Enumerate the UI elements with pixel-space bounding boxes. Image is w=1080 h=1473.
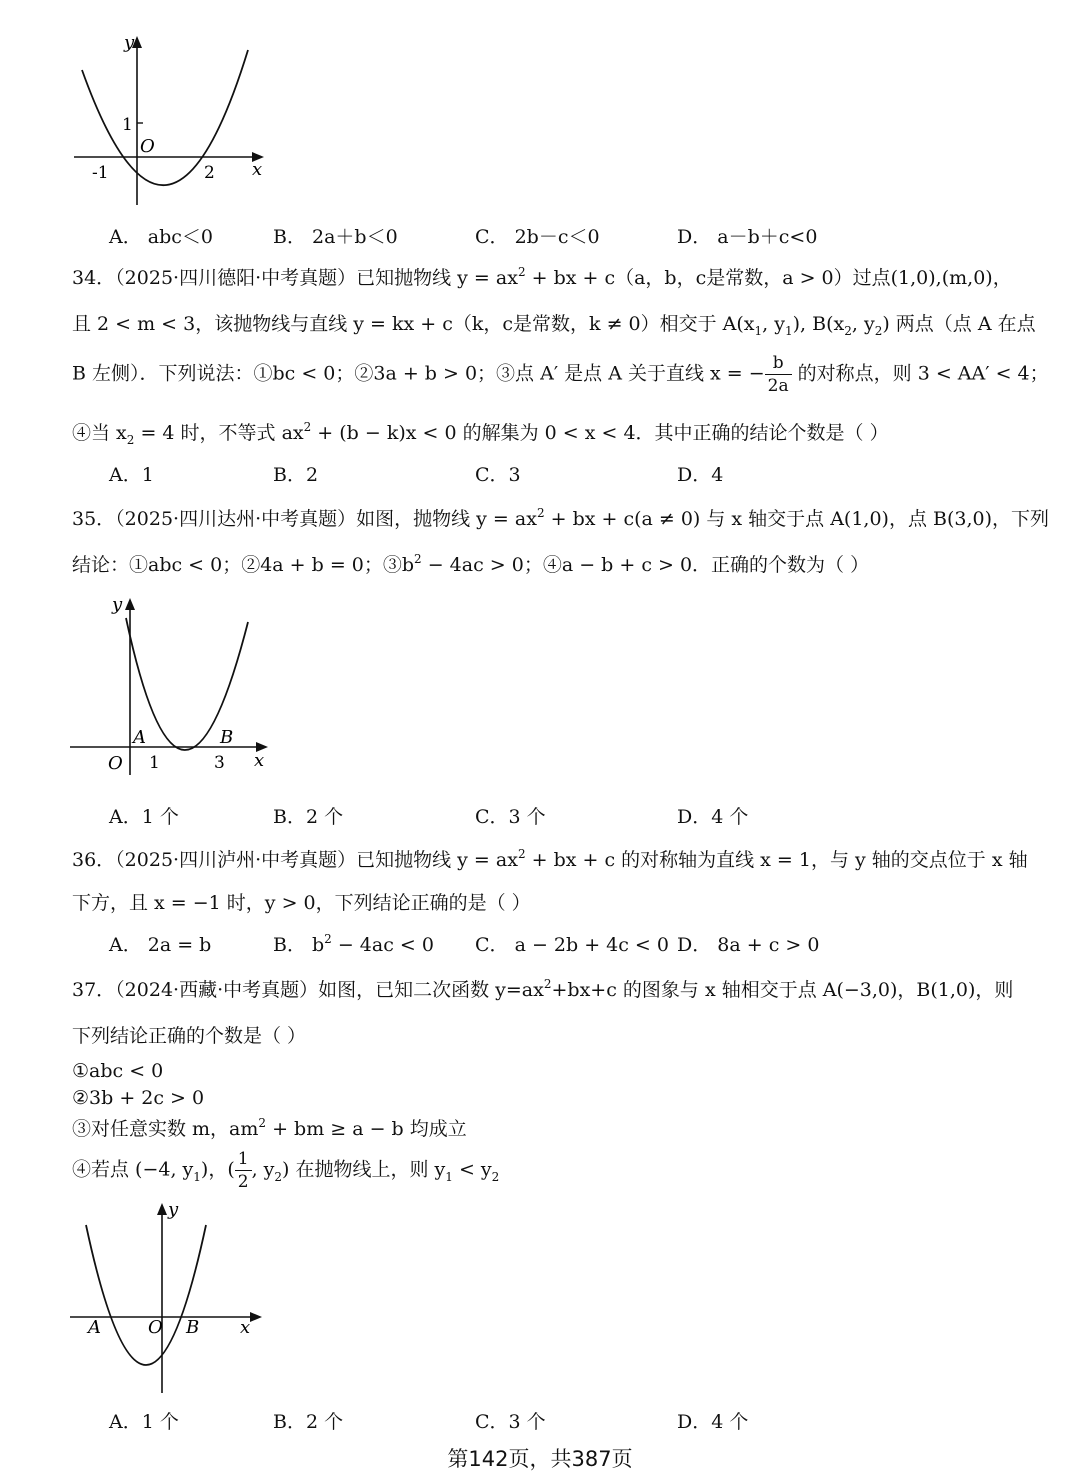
- q33-graph: [70, 30, 270, 215]
- origin-label: O: [148, 1317, 163, 1338]
- q34-line-4: ④当 $x_2 = 4$ 时，不等式 $ax^2 + (b - k)x < 0$ 的解集为 0 < x < 4．其中正确的结论个数是（ ）: [72, 420, 889, 447]
- q33-option-d[interactable]: D． a－b＋c<0: [677, 226, 818, 248]
- q33-option-b[interactable]: B． 2a＋b＜0: [273, 226, 398, 248]
- y-axis-arrow: [157, 1203, 167, 1215]
- q36-option-c[interactable]: C． a − 2b + 4c < 0: [475, 934, 669, 956]
- q34-option-a[interactable]: A．1: [109, 464, 154, 486]
- origin-label: O: [140, 136, 155, 157]
- q37-statement-2: ②3b + 2c > 0: [72, 1087, 205, 1109]
- q36-option-a[interactable]: A． 2a = b: [109, 934, 212, 956]
- fraction: $\frac{1}{2}$: [235, 1148, 252, 1193]
- page-number: 第142页，共387页: [447, 1447, 633, 1471]
- x-label: x: [254, 750, 265, 771]
- q37-statement-1: ①abc < 0: [72, 1060, 164, 1082]
- q37-line-2: 下列结论正确的个数是（ ）: [72, 1025, 307, 1047]
- origin-label: O: [108, 753, 123, 774]
- q34-option-d[interactable]: D．4: [677, 464, 724, 486]
- tick-label-3: 3: [214, 753, 225, 773]
- q37-option-c[interactable]: C．3 个: [475, 1411, 546, 1433]
- q35-option-a[interactable]: A．1 个: [109, 806, 179, 828]
- q37-option-a[interactable]: A．1 个: [109, 1411, 179, 1433]
- q34-line-1: 34．（2025·四川德阳·中考真题）已知抛物线 $y = ax^2$ + bx + c（a，b，c是常数，a > 0）过点(1,0),(m,0)，: [72, 265, 1012, 289]
- q35-graph: [68, 590, 278, 785]
- tick-label-2: 2: [204, 163, 215, 183]
- x-label: x: [240, 1317, 251, 1338]
- q36-line-2: 下方，且 x = −1 时，y > 0，下列结论正确的是（ ）: [72, 892, 531, 914]
- q33-option-a[interactable]: A． abc＜0: [109, 226, 213, 248]
- q35-option-c[interactable]: C．3 个: [475, 806, 546, 828]
- x-axis-arrow: [250, 1312, 262, 1322]
- q34-option-c[interactable]: C．3: [475, 464, 521, 486]
- y-axis-arrow: [125, 598, 135, 610]
- point-a-label: A: [133, 727, 146, 748]
- fraction: $\frac{b}{2a}$: [765, 352, 792, 397]
- q36-option-b[interactable]: B． $b^2 - 4ac < 0$: [273, 932, 434, 956]
- q37-option-b[interactable]: B．2 个: [273, 1411, 344, 1433]
- q37-statement-4: ④若点 (−4, $y_1$)，( $\frac{1}{2}$ , $y_2$) 在抛物线上，则 $y_1 < y_2$: [72, 1149, 500, 1192]
- q37-function-graph: [68, 1195, 268, 1395]
- q34-line-2: 且 2 < m < 3，该抛物线与直线 y = kx + c（k，c是常数，k ≠ 0）相交于 $A(x_1$, $y_1$), $B(x_2$, $y_2$) 两点（点 A 在点: [72, 313, 1036, 338]
- q37-line-1: 37．（2024·西藏·中考真题）如图，已知二次函数 $y=ax^2+bx+c$ 的图象与 x 轴相交于点 A(−3,0)，B(1,0)，则: [72, 977, 1014, 1001]
- q36-line-1: 36．（2025·四川泸州·中考真题）已知抛物线 $y = ax^2$ + bx + c 的对称轴为直线 x = 1，与 y 轴的交点位于 x 轴: [72, 847, 1028, 871]
- tick-label-1: 1: [149, 753, 160, 773]
- point-a-label: A: [88, 1317, 101, 1338]
- point-b-label: B: [220, 727, 234, 748]
- q35-line-1: 35．（2025·四川达州·中考真题）如图，抛物线 $y = ax^2$ + bx + c(a ≠ 0) 与 x 轴交于点 A(1,0)，点 B(3,0)，下列: [72, 506, 1050, 530]
- q35-option-d[interactable]: D．4 个: [677, 806, 749, 828]
- q34-option-b[interactable]: B．2: [273, 464, 319, 486]
- q35-line-2: 结论：①abc < 0；②4a + b = 0；$③b^2 - 4ac > 0$；④a − b + c > 0．正确的个数为（ ）: [72, 552, 870, 576]
- y-label: y: [168, 1199, 179, 1220]
- q37-option-d[interactable]: D．4 个: [677, 1411, 749, 1433]
- tick-label-neg1: -1: [92, 163, 109, 183]
- parabola: [86, 1225, 206, 1365]
- tick-label-1: 1: [122, 115, 133, 135]
- y-label: y: [112, 594, 123, 615]
- y-label: y: [124, 32, 135, 53]
- q33-option-c[interactable]: C． 2b－c＜0: [475, 226, 600, 248]
- x-label: x: [252, 159, 263, 180]
- q34-line-3: B 左侧）．下列说法：①bc < 0；②3a + b > 0；③点 A′ 是点 A 关于直线 x = − $\frac{b}{2a}$ 的对称点，则 3 < AA′ < 4；: [72, 353, 1049, 396]
- point-b-label: B: [186, 1317, 200, 1338]
- q35-option-b[interactable]: B．2 个: [273, 806, 344, 828]
- q37-statement-3: ③对任意实数 m，$am^2$ + bm ≥ a − b 均成立: [72, 1116, 467, 1140]
- q36-option-d[interactable]: D． 8a + c > 0: [677, 934, 820, 956]
